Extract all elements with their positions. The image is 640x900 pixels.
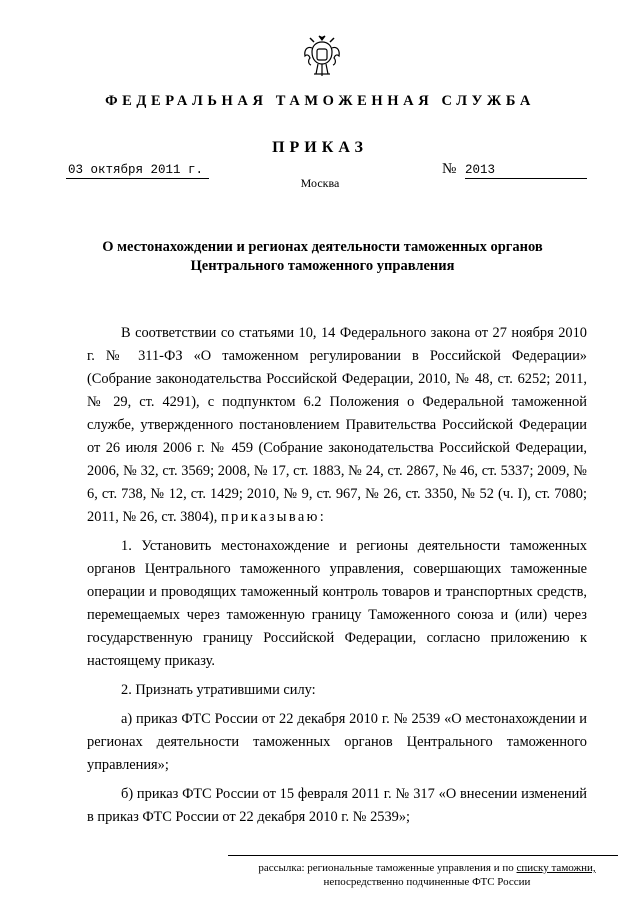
item-1: 1. Установить местонахождение и регионы деятельности таможенных органов Центрального таможенного управления, совершающих таможенные операции и проводящих таможенный контроль товаров и транспортных средств, перемещаемых через таможенную границу Таможенного союза и (или) через государственную границу Российской Федерации, согласно приложению к настоящему приказу.: [87, 538, 587, 669]
footer-divider: [228, 855, 618, 856]
document-type: ПРИКАЗ: [272, 139, 368, 156]
item-2: 2. Признать утратившими силу:: [121, 682, 316, 698]
mailing-line-2: непосредственно подчиненные ФТС России: [323, 876, 531, 888]
item-2a: а) приказ ФТС России от 22 декабря 2010 г. № 2539 «О местонахождении и регионах деятельности таможенных органов Центрального таможенного управления»;: [87, 711, 587, 773]
preamble-text: В соответствии со статьями 10, 14 Федерального закона от 27 ноября 2010 г. № 311-ФЗ «О таможенном регулировании в Российской Федерации» (Собрание законодательства Российской Федерации, 2010, № 48, ст. 6252; 2011, № 29, ст. 4291), с подпунктом 6.2 Положения о Федеральной таможенной службе, утвержденного постановлением Правительства Российской Федерации от 26 июля 2006 г. № 459 (Собрание законодательства Российской Федерации, 2006, № 32, ст. 3569; 2008, № 17, ст. 1883, № 24, ст. 2867, № 46, ст. 5337; 2009, № 6, ст. 738, № 12, ст. 1429; 2010, № 9, ст. 967, № 26, ст. 3350, № 52 (ч. I), ст. 7080; 2011, № 26, ст. 3804),: [87, 325, 587, 525]
city: Москва: [300, 176, 340, 190]
number-label: №: [442, 161, 457, 177]
coat-of-arms-emblem: [302, 34, 342, 80]
order-number: 2013: [465, 162, 587, 179]
mailing-prefix: рассылка: региональные таможенные управления и по: [258, 862, 517, 874]
agency-name: ФЕДЕРАЛЬНАЯ ТАМОЖЕННАЯ СЛУЖБА: [105, 93, 535, 109]
preamble-paragraph: [87, 322, 587, 529]
order-date: 03 октября 2011 г.: [66, 162, 209, 179]
mailing-list-link[interactable]: списку таможни,: [516, 862, 596, 874]
order-word: приказываю:: [220, 509, 327, 525]
title-line-1: О местонахождении и регионах деятельности таможенных органов: [102, 239, 543, 255]
title-line-2: Центрального таможенного управления: [190, 258, 455, 274]
mailing-line-1: [232, 861, 622, 875]
order-title: [60, 238, 585, 276]
order-body: [87, 322, 587, 835]
mailing-note: [232, 861, 622, 889]
item-2b: б) приказ ФТС России от 15 февраля 2011 г. № 317 «О внесении изменений в приказ ФТС России от 22 декабря 2010 г. № 2539»;: [87, 786, 587, 825]
